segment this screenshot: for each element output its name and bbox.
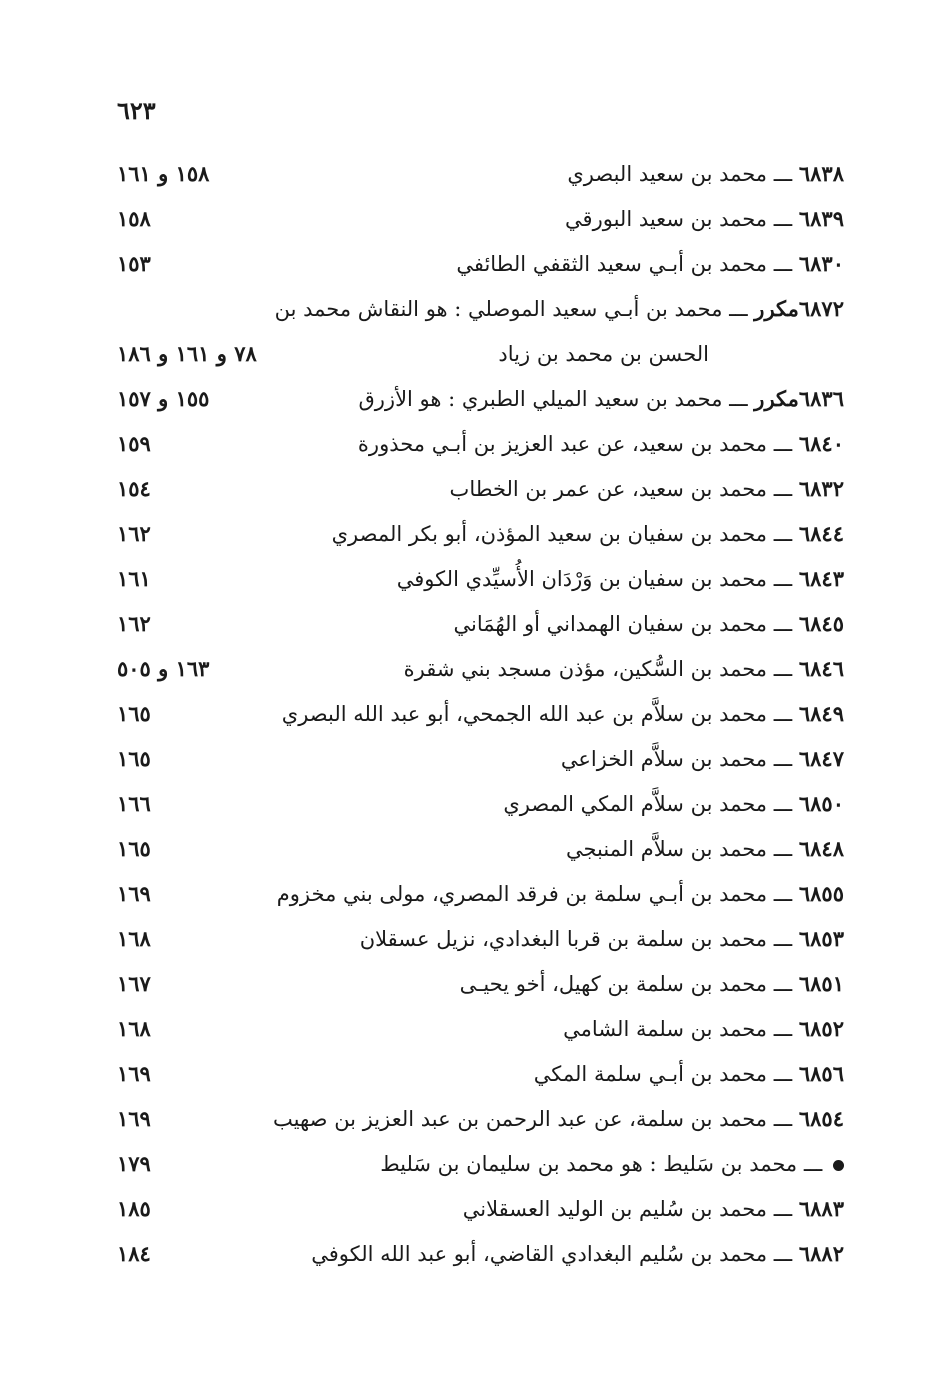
entry-separator: ـــ <box>767 162 799 186</box>
entry-separator: ـــ <box>767 207 799 231</box>
entry-pages: ١٦٩ <box>117 881 151 906</box>
index-entries <box>117 151 844 1276</box>
entry-number: ٦٨٥٣ <box>798 926 844 951</box>
entry-separator: ـــ <box>767 882 799 906</box>
entry-separator: ـــ <box>767 657 799 681</box>
entry-separator: ـــ <box>767 837 799 861</box>
entry-pages: ١٥٤ <box>117 476 151 501</box>
entry-number: ٦٨٤٧ <box>798 746 844 771</box>
entry-pages: ١٦٥ <box>117 836 151 861</box>
entry-name: محمد بن أبـي سعيد الثقفي الطائفي <box>456 252 768 276</box>
index-entry <box>117 511 844 556</box>
index-entry <box>117 376 844 421</box>
entry-number: ٦٨٤٦ <box>798 656 844 681</box>
index-entry <box>117 151 844 196</box>
index-entry <box>117 601 844 646</box>
entry-name: محمد بن سفيان بن سعيد المؤذن، أبو بكر المصري <box>331 522 768 546</box>
entry-pages: ١٧٩ <box>117 1151 151 1176</box>
entry-name: محمد بن سلمة بن كهيل، أخو يحيـى <box>459 972 768 996</box>
entry-name: محمد بن سلاَّم الخزاعي <box>560 747 768 771</box>
entry-pages: ١٦٥ <box>117 701 151 726</box>
entry-separator: ـــ <box>767 432 799 456</box>
entry-number: ٦٨٤٤ <box>798 521 844 546</box>
bullet-icon <box>833 1160 844 1171</box>
entry-number: ٦٨٣٦مكرر <box>754 386 844 411</box>
entry-name: محمد بن سعيد، عن عبد العزيز بن أبـي محذورة <box>357 432 768 456</box>
entry-pages: ١٦٣ و ٥٠٥ <box>117 656 210 681</box>
entry-pages: ١٦٥ <box>117 746 151 771</box>
entry-number: ٦٨٧٢مكرر <box>754 296 844 321</box>
index-entry <box>117 1186 844 1231</box>
index-entry <box>117 241 844 286</box>
entry-separator: ـــ <box>767 702 799 726</box>
entry-name: محمد بن سعيد الميلي الطبري : هو الأزرق <box>358 387 723 411</box>
entry-pages: ١٨٤ <box>117 1241 151 1266</box>
index-entry <box>117 1051 844 1096</box>
entry-name: محمد بن سُليم بن الوليد العسقلاني <box>462 1197 768 1221</box>
entry-pages: ١٦٢ <box>117 611 151 636</box>
index-entry <box>117 1006 844 1051</box>
entry-name: محمد بن سلاَّم بن عبد الله الجمحي، أبو عبد الله البصري <box>281 702 768 726</box>
entry-number: ٦٨٣٩ <box>798 206 844 231</box>
entry-separator: ـــ <box>767 972 799 996</box>
entry-separator: ـــ <box>767 612 799 636</box>
index-entry <box>117 691 844 736</box>
entry-pages: ١٦١ <box>117 566 151 591</box>
entry-separator: ـــ <box>722 387 755 411</box>
entry-name: محمد بن السُّكين، مؤذن مسجد بني شقرة <box>403 657 768 681</box>
entry-pages: ١٦٨ <box>117 926 151 951</box>
entry-name: محمد بن سَليط : هو محمد بن سليمان بن سَليط <box>380 1152 798 1176</box>
entry-pages: ١٥٥ و ١٥٧ <box>117 386 210 411</box>
entry-number: ٦٨٨٢ <box>798 1241 844 1266</box>
entry-pages: ١٥٣ <box>117 251 151 276</box>
entry-number: ٦٨٥٤ <box>798 1106 844 1131</box>
entry-number: ٦٨٥٥ <box>798 881 844 906</box>
entry-number: ٦٨٤٨ <box>798 836 844 861</box>
entry-name: محمد بن سعيد البصري <box>567 162 768 186</box>
index-entry <box>117 1231 844 1276</box>
entry-name: محمد بن أبـي سلمة بن فرقد المصري، مولى بني مخزوم <box>276 882 768 906</box>
entry-separator: ـــ <box>767 747 799 771</box>
entry-number: ٦٨٤٥ <box>798 611 844 636</box>
entry-separator: ـــ <box>767 1107 799 1131</box>
index-entry <box>117 466 844 511</box>
entry-separator: ـــ <box>767 252 799 276</box>
index-entry <box>117 196 844 241</box>
entry-number: ٦٨٨٣ <box>798 1196 844 1221</box>
index-entry <box>117 646 844 691</box>
index-entry <box>117 1096 844 1141</box>
entry-name: محمد بن سفيان الهمداني أو الهُمَاني <box>453 612 768 636</box>
index-entry <box>117 286 844 331</box>
entry-pages: ١٦٢ <box>117 521 151 546</box>
index-entry <box>117 421 844 466</box>
entry-separator: ـــ <box>767 1197 799 1221</box>
entry-number: ٦٨٥٦ <box>798 1061 844 1086</box>
entry-separator: ـــ <box>767 522 799 546</box>
entry-name: محمد بن سُليم البغدادي القاضي، أبو عبد الله الكوفي <box>311 1242 768 1266</box>
entry-number: ٦٨٣٨ <box>798 161 844 186</box>
entry-number: ٦٨٥١ <box>798 971 844 996</box>
index-entry <box>117 736 844 781</box>
entry-pages: ٧٨ و ١٦١ و ١٨٦ <box>117 341 257 366</box>
index-entry <box>117 871 844 916</box>
entry-pages: ١٦٩ <box>117 1061 151 1086</box>
entry-pages: ١٦٨ <box>117 1016 151 1041</box>
entry-pages: ١٥٨ و ١٦١ <box>117 161 210 186</box>
entry-name: محمد بن سلمة الشامي <box>563 1017 768 1041</box>
entry-name: محمد بن سعيد، عن عمر بن الخطاب <box>449 477 768 501</box>
entry-name: محمد بن سلاَّم المكي المصري <box>503 792 768 816</box>
entry-name: محمد بن سعيد البورقي <box>565 207 768 231</box>
entry-number: ٦٨٥٠ <box>798 791 844 816</box>
entry-separator: ـــ <box>767 927 799 951</box>
entry-pages: ١٨٥ <box>117 1196 151 1221</box>
entry-number: ٦٨٣٠ <box>798 251 844 276</box>
entry-separator: ـــ <box>767 567 799 591</box>
entry-separator: ـــ <box>767 792 799 816</box>
entry-number: ٦٨٤٩ <box>798 701 844 726</box>
entry-separator: ـــ <box>767 477 799 501</box>
entry-separator: ـــ <box>767 1242 799 1266</box>
index-entry <box>117 961 844 1006</box>
index-entry <box>117 781 844 826</box>
entry-separator: ـــ <box>797 1152 829 1176</box>
entry-pages: ١٥٩ <box>117 431 151 456</box>
page-number: ٦٢٣ <box>117 96 156 125</box>
entry-separator: ـــ <box>722 297 755 321</box>
entry-pages: ١٥٨ <box>117 206 151 231</box>
entry-name: محمد بن سفيان بن وَرْدَان الأُسيِّدي الكوفي <box>396 567 768 591</box>
entry-pages: ١٦٩ <box>117 1106 151 1131</box>
entry-number: ٦٨٤٣ <box>798 566 844 591</box>
entry-number: ٦٨٤٠ <box>798 431 844 456</box>
entry-number: ٦٨٣٢ <box>798 476 844 501</box>
entry-name: محمد بن سلمة بن قربا البغدادي، نزيل عسقلان <box>359 927 768 951</box>
index-entry <box>117 556 844 601</box>
entry-pages: ١٦٧ <box>117 971 151 996</box>
entry-separator: ـــ <box>767 1062 799 1086</box>
entry-pages: ١٦٦ <box>117 791 151 816</box>
entry-name: محمد بن أبـي سعيد الموصلي : هو النقاش محمد بن <box>274 297 723 321</box>
index-entry <box>117 916 844 961</box>
entry-name: محمد بن سلاَّم المنبجي <box>566 837 768 861</box>
entry-name: محمد بن سلمة، عن عبد الرحمن بن عبد العزيز بن صهيب <box>273 1107 768 1131</box>
entry-separator: ـــ <box>767 1017 799 1041</box>
index-entry-continuation <box>117 331 844 376</box>
entry-name: محمد بن أبـي سلمة المكي <box>533 1062 768 1086</box>
entry-name: الحسن بن محمد بن زياد <box>498 342 709 366</box>
index-entry <box>117 1141 844 1186</box>
index-entry <box>117 826 844 871</box>
entry-number: ٦٨٥٢ <box>798 1016 844 1041</box>
